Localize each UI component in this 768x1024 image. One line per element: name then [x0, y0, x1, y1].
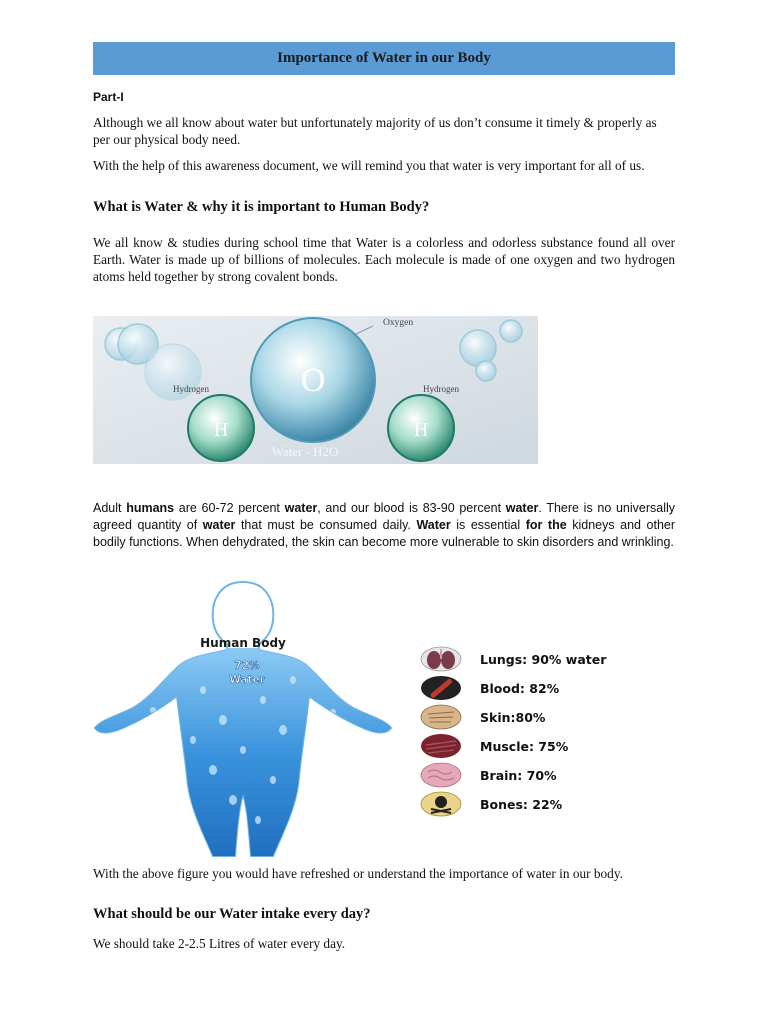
lungs-icon [420, 646, 462, 672]
water-intake-paragraph: We should take 2-2.5 Litres of water every day. [93, 936, 346, 951]
hydrogen-right-symbol: H [413, 419, 429, 441]
title-bar [93, 42, 675, 75]
document-title: Importance of Water in our Body [277, 50, 491, 66]
hydrogen-right-label: Hydrogen [423, 384, 459, 394]
list-item: Brain: 70% [420, 762, 557, 788]
body-water-label: Water [229, 674, 265, 686]
brain-icon [420, 762, 462, 788]
list-item: Muscle: 75% [420, 733, 568, 759]
intro-paragraph-1: Although we all know about water but unfortunately majority of us don’t consume it timely & properly as per our physical body need. [93, 115, 657, 147]
water-molecule-image [93, 316, 538, 464]
adult-humans-paragraph: Adult humans are 60-72 percent water, and our blood is 83-90 percent water. There is no universally agreed quantity of water that must be consumed daily. Water is essential for the kidneys and other bodily functions. When dehydrated, the skin can become more vulnerable to skin disorders and wrinkling. [93, 501, 676, 549]
blood-icon [420, 675, 462, 701]
intro-paragraph-2: With the help of this awareness document, we will remind you that water is very important for all of us. [93, 158, 645, 173]
list-item: Skin:80% [420, 704, 545, 730]
part-label: Part-I [93, 90, 124, 104]
what-is-water-paragraph: We all know & studies during school time that Water is a colorless and odorless substance found all over Earth. Water is made up of billions of molecules. Each molecule is made of one oxygen and two hydrogen atoms held together by strong covalent bonds. [93, 235, 675, 284]
after-figure-paragraph: With the above figure you would have refreshed or understand the importance of water in our body. [93, 866, 623, 881]
heading-what-is-water: What is Water & why it is important to Human Body? [93, 199, 430, 215]
hydrogen-left-symbol: H [213, 419, 229, 441]
heading-water-intake: What should be our Water intake every day? [93, 906, 371, 922]
list-item: Lungs: 90% water [420, 646, 606, 672]
oxygen-label: Oxygen [383, 318, 414, 328]
list-item: Blood: 82% [420, 675, 559, 701]
muscle-icon [420, 733, 462, 759]
human-body-image [93, 580, 393, 858]
skin-icon [420, 704, 462, 730]
hydrogen-left-label: Hydrogen [173, 384, 209, 394]
molecule-caption: Water - H2O [271, 444, 339, 459]
body-water-percent: 72% [234, 660, 260, 672]
list-item: Bones: 22% [420, 791, 562, 817]
bones-icon [420, 791, 462, 817]
oxygen-symbol: O [300, 362, 326, 399]
human-body-title: Human Body [200, 636, 286, 650]
